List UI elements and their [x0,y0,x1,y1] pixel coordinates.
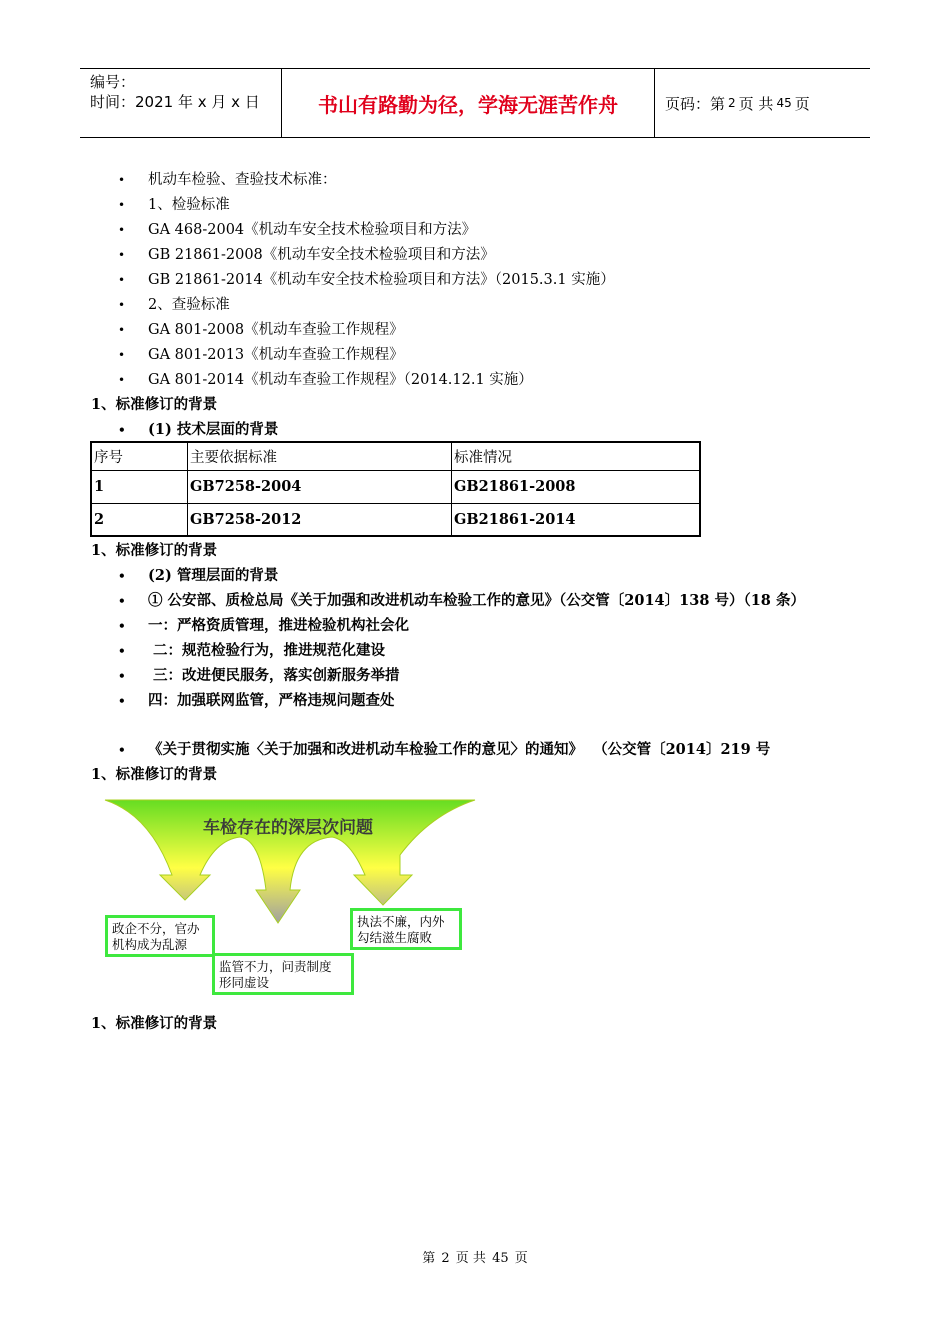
section-heading: 1、标准修订的背景 [91,766,218,783]
section-heading: 1、标准修订的背景 [91,542,218,559]
header-page-number [655,69,870,137]
table-cell: 1 [91,470,188,503]
bullet: • [118,348,126,362]
table-cell: GB7258-2012 [188,503,452,536]
page-total: 45 [776,96,792,110]
table-cell: GB21861-2014 [452,503,701,536]
bullet: • [118,273,126,287]
bullet: • [118,569,126,583]
page-footer: 第 2 页 共 45 页 [422,1251,528,1266]
page-current: 2 [728,96,736,110]
page-header [80,68,870,138]
page-prefix: 页码：第 [665,94,726,113]
page-mid: 页 共 [738,94,774,113]
bullet: • [118,323,126,337]
bullet: • [118,594,126,608]
table-cell: GB7258-2004 [188,470,452,503]
section-heading: 1、标准修订的背景 [91,1015,218,1032]
motto: 书山有路勤为径，学海无涯苦作舟 [318,92,618,117]
table-cell: GB21861-2008 [452,470,701,503]
page-suffix: 页 [794,94,810,113]
problems-diagram [100,795,480,1000]
bullet: • [118,298,126,312]
bullet: • [118,644,126,658]
header-meta [80,69,282,137]
table-header-cell: 主要依据标准 [188,442,452,470]
bullet: • [118,248,126,262]
bullet: • [118,619,126,633]
problem-box-3: 执法不廉，内外 勾结滋生腐败 [350,908,462,950]
problem-box-1: 政企不分，官办 机构成为乱源 [105,915,215,957]
header-motto-cell [282,69,655,137]
table-cell: 2 [91,503,188,536]
bullet: • [118,694,126,708]
standards-table [90,441,701,537]
section-heading: 1、标准修订的背景 [91,396,218,413]
number-label: 编号： [90,73,136,91]
bullet: • [118,173,126,187]
date-label: 时间：2021 年 x 月 x 日 [90,93,260,111]
diagram-title: 车检存在的深层次问题 [203,818,373,838]
table-header-row [91,442,700,470]
table-header-cell: 标准情况 [452,442,701,470]
bullet: • [118,669,126,683]
bullet: • [118,743,126,757]
table-row [91,470,700,503]
problem-box-2: 监管不力，问责制度 形同虚设 [212,953,354,995]
table-row [91,503,700,536]
table-header-cell: 序号 [91,442,188,470]
bullet: • [118,423,126,437]
bullet: • [118,198,126,212]
bullet: • [118,223,126,237]
bullet: • [118,373,126,387]
